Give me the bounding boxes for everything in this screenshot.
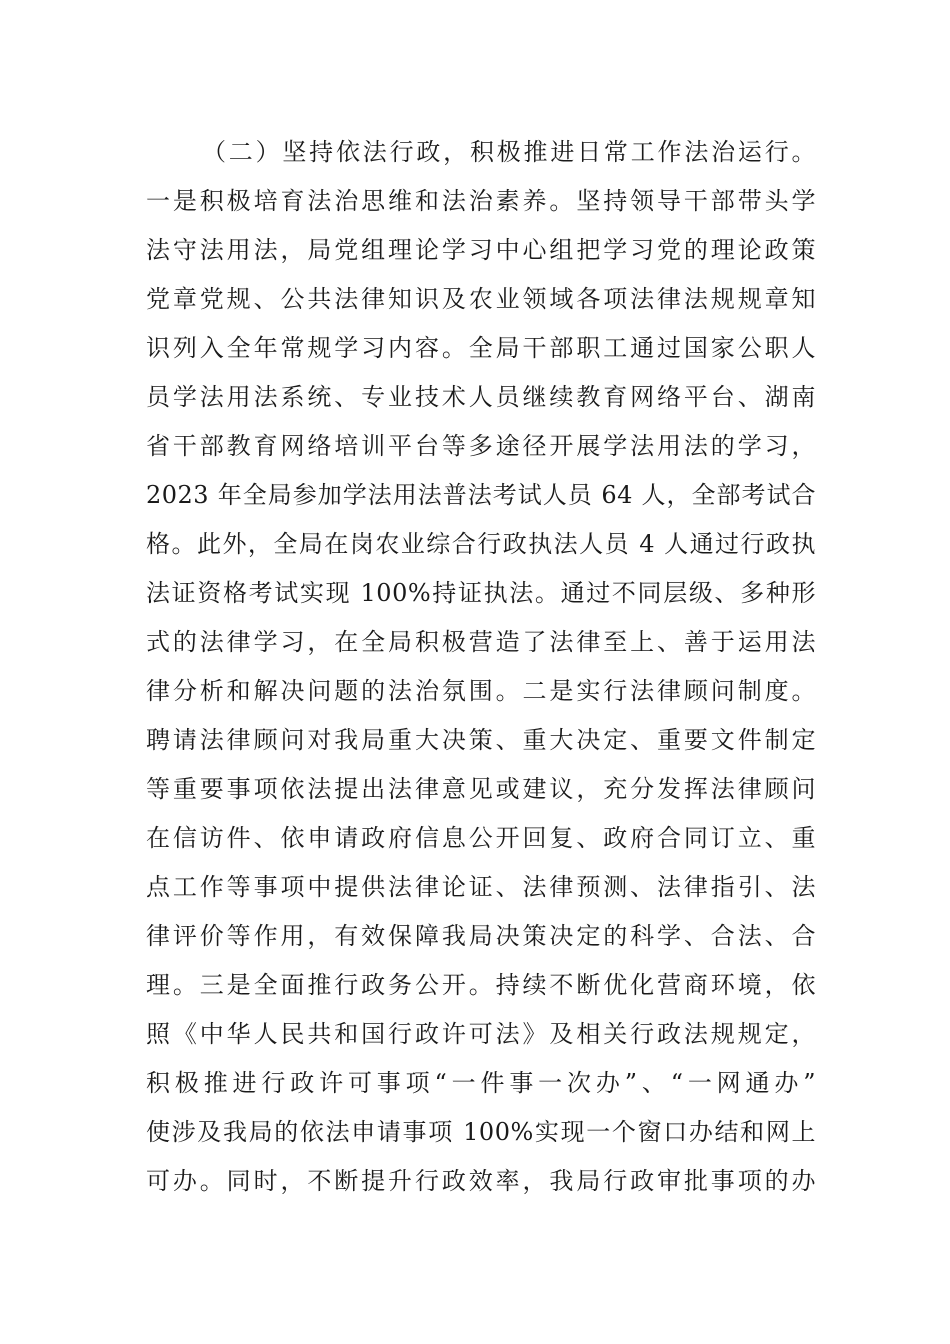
text-line: 党章党规、公共法律知识及农业领域各项法律法规规章知 xyxy=(146,285,816,313)
text-line: 可办。同时，不断提升行政效率，我局行政审批事项的办 xyxy=(146,1167,816,1195)
text-line: 格。此外，全局在岗农业综合行政执法人员 4 人通过行政执 xyxy=(146,530,816,558)
text-line: 法守法用法，局党组理论学习中心组把学习党的理论政策 xyxy=(146,236,816,264)
text-line: 省干部教育网络培训平台等多途径开展学法用法的学习， xyxy=(146,432,816,460)
text-line: 一是积极培育法治思维和法治素养。坚持领导干部带头学 xyxy=(146,187,816,215)
text-line: 识列入全年常规学习内容。全局干部职工通过国家公职人 xyxy=(146,334,816,362)
text-line: 律分析和解决问题的法治氛围。二是实行法律顾问制度。 xyxy=(146,677,816,705)
text-line: 等重要事项依法提出法律意见或建议，充分发挥法律顾问 xyxy=(146,775,816,803)
text-line: 积极推进行政许可事项“一件事一次办”、“一网通办” xyxy=(146,1069,816,1097)
text-line: 2023 年全局参加学法用法普法考试人员 64 人，全部考试合 xyxy=(146,481,816,509)
text-line: 理。三是全面推行政务公开。持续不断优化营商环境，依 xyxy=(146,971,816,999)
text-line: 使涉及我局的依法申请事项 100%实现一个窗口办结和网上 xyxy=(146,1118,816,1146)
text-line: 员学法用法系统、专业技术人员继续教育网络平台、湖南 xyxy=(146,383,816,411)
text-line: 在信访件、依申请政府信息公开回复、政府合同订立、重 xyxy=(146,824,816,852)
text-line: 式的法律学习，在全局积极营造了法律至上、善于运用法 xyxy=(146,628,816,656)
text-line: 律评价等作用，有效保障我局决策决定的科学、合法、合 xyxy=(146,922,816,950)
text-line: 法证资格考试实现 100%持证执法。通过不同层级、多种形 xyxy=(146,579,816,607)
text-line: 照《中华人民共和国行政许可法》及相关行政法规规定， xyxy=(146,1020,816,1048)
paragraph-heading-line: （二）坚持依法行政，积极推进日常工作法治运行。 xyxy=(202,138,816,166)
body-paragraph xyxy=(146,128,816,1206)
text-line: 聘请法律顾问对我局重大决策、重大决定、重要文件制定 xyxy=(146,726,816,754)
text-line: 点工作等事项中提供法律论证、法律预测、法律指引、法 xyxy=(146,873,816,901)
